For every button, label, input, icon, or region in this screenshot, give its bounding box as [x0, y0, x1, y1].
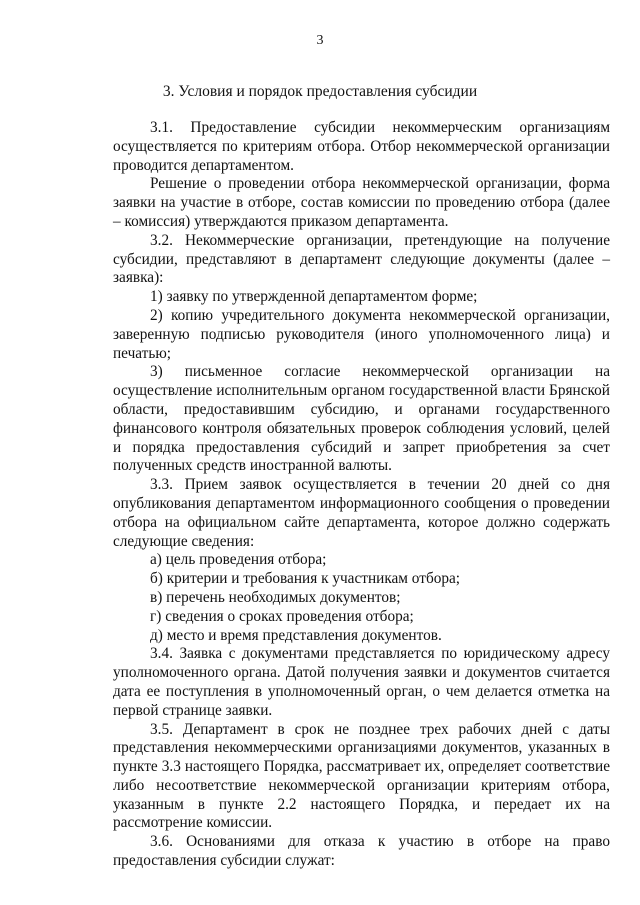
list-item: 1) заявку по утвержденной департаментом форме; — [150, 288, 478, 306]
list-item: 2) копию учредительного документа некоммерческой организации, заверенную подписью руководителя (иного уполномоченного лица) и печатью; — [113, 306, 610, 362]
list-item: б) критерии и требования к участникам отбора; — [150, 570, 461, 588]
list-item: а) цель проведения отбора; — [150, 551, 327, 569]
list-item: г) сведения о сроках проведения отбора; — [150, 607, 414, 625]
list-item: д) место и время представления документов. — [150, 626, 442, 644]
page-number: 3 — [316, 33, 324, 48]
paragraph-3-4: 3.4. Заявка с документами представляется по юридическому адресу уполномоченного органа. Датой получения заявки и документов считается дата ее поступления в уполномоченный орган, о чем делается отметка на первой странице заявки. — [113, 645, 610, 719]
paragraph-3-3: 3.3. Прием заявок осуществляется в течении 20 дней со дня опубликования департаментом информационного сообщения о проведении отбора на официальном сайте департамента, которое должно содержать следующие сведения: — [113, 476, 610, 550]
list-item: в) перечень необходимых документов; — [150, 588, 401, 606]
paragraph-3-1: 3.1. Предоставление субсидии некоммерческим организациям осуществляется по критериям отбора. Отбор некоммерческой организации проводится департаментом. — [113, 119, 610, 174]
paragraph-3-6: 3.6. Основаниями для отказа к участию в отборе на право предоставления субсидии служат: — [113, 833, 610, 870]
paragraph-3-5: 3.5. Департамент в срок не позднее трех рабочих дней с даты представления некоммерческими организациями документов, указанных в пункте 3.3 настоящего Порядка, рассматривает их, определяет соответствие либо несоответствие некоммерческой организации критериям отбора, указанным в пункте 2.2 настоящего Порядка, и передает их на рассмотрение комиссии. — [113, 720, 610, 832]
body-text — [113, 119, 610, 871]
paragraph-decision: Решение о проведении отбора некоммерческой организации, форма заявки на участие в отборе, состав комиссии по проведению отбора (далее – комиссия) утверждаются приказом департамента. — [113, 175, 610, 230]
paragraph-3-2: 3.2. Некоммерческие организации, претендующие на получение субсидии, представляют в департамент следующие документы (далее – заявка): — [113, 231, 610, 287]
list-item: 3) письменное согласие некоммерческой организации на осуществление исполнительным органом государственной власти Брянской области, предоставившим субсидию, и органами государственного финансового контроля обязательных проверок соблюдения условий, целей и порядка предоставления субсидий и запрет приобретения за счет полученных средств иностранной валюты. — [113, 363, 610, 475]
section-title: 3. Условия и порядок предоставления субсидии — [162, 83, 478, 100]
